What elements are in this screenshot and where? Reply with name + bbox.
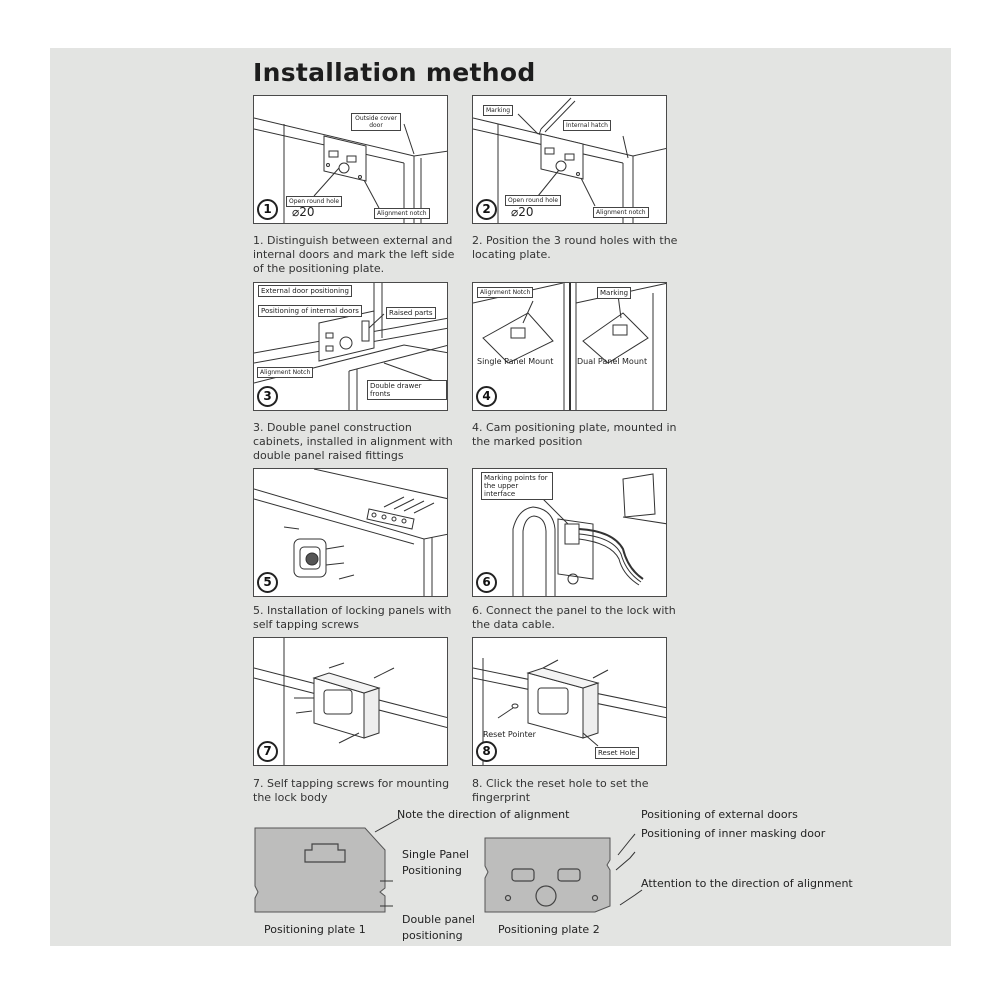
- marking-points-label: Marking points for the upper interface: [481, 472, 553, 500]
- internal-doors-positioning-label: Positioning of internal doors: [258, 305, 362, 317]
- step-7-caption: 7. Self tapping screws for mounting the lock body: [253, 777, 450, 804]
- marking-label: Marking: [597, 287, 631, 299]
- step-number: 4: [476, 386, 497, 407]
- step-4-illustration: [472, 282, 667, 411]
- alignment-notch-label: Alignment Notch: [257, 367, 313, 378]
- step-7-drawing: [254, 638, 448, 766]
- raised-parts-label: Raised parts: [386, 307, 436, 319]
- step-7-illustration: [253, 637, 448, 766]
- step-number: 6: [476, 572, 497, 593]
- step-2-illustration: [472, 95, 667, 224]
- step-1-illustration: [253, 95, 448, 224]
- positioning-plate-1-shape: [255, 828, 385, 912]
- step-8-caption: 8. Click the reset hole to set the fingerprint: [472, 777, 649, 804]
- dual-panel-mount-label: Dual Panel Mount: [577, 357, 648, 366]
- step-6-caption: 6. Connect the panel to the lock with the data cable.: [472, 604, 676, 631]
- external-doors-label: Positioning of external doors: [641, 808, 798, 821]
- marking-label: Marking: [483, 105, 513, 116]
- reset-pointer-label: Reset Pointer: [483, 730, 536, 739]
- step-3-illustration: [253, 282, 448, 411]
- positioning-plate-2-label: Positioning plate 2: [498, 923, 600, 936]
- step-number: 7: [257, 741, 278, 762]
- outside-cover-door-label: Outside cover door: [351, 113, 401, 131]
- diameter-label: ⌀20: [292, 205, 315, 219]
- alignment-notch-label: Alignment notch: [593, 207, 649, 218]
- step-number: 2: [476, 199, 497, 220]
- double-drawer-fronts-label: Double drawer fronts: [367, 380, 447, 400]
- diameter-label: ⌀20: [511, 205, 534, 219]
- attention-alignment-label: Attention to the direction of alignment: [641, 877, 853, 890]
- step-5-illustration: [253, 468, 448, 597]
- inner-masking-door-label: Positioning of inner masking door: [641, 827, 826, 840]
- external-door-positioning-label: External door positioning: [258, 285, 352, 297]
- step-number: 5: [257, 572, 278, 593]
- note-alignment-label: Note the direction of alignment: [397, 808, 570, 821]
- step-8-illustration: [472, 637, 667, 766]
- positioning-plate-1-label: Positioning plate 1: [264, 923, 366, 936]
- step-2-caption: 2. Position the 3 round holes with the locating plate.: [472, 234, 678, 261]
- double-panel-positioning-label: Double panel positioning: [402, 913, 475, 942]
- open-round-hole-label: Open round hole: [286, 196, 342, 207]
- step-5-caption: 5. Installation of locking panels with self tapping screws: [253, 604, 452, 631]
- step-6-illustration: [472, 468, 667, 597]
- step-4-caption: 4. Cam positioning plate, mounted in the marked position: [472, 421, 677, 448]
- step-number: 8: [476, 741, 497, 762]
- page-title: Installation method: [253, 58, 536, 87]
- step-3-caption: 3. Double panel construction cabinets, installed in alignment with double panel raised fittings: [253, 421, 453, 462]
- open-round-hole-label: Open round hole: [505, 195, 561, 206]
- internal-hatch-label: Internal hatch: [563, 120, 611, 131]
- step-4-drawing: [473, 283, 667, 411]
- alignment-notch-label: Alignment notch: [374, 208, 430, 219]
- step-1-caption: 1. Distinguish between external and internal doors and mark the left side of the positioning plate.: [253, 234, 455, 275]
- single-panel-mount-label: Single Panel Mount: [477, 357, 554, 366]
- step-number: 1: [257, 199, 278, 220]
- alignment-notch-label: Alignment Notch: [477, 287, 533, 298]
- reset-hole-label: Reset Hole: [595, 747, 639, 759]
- step-number: 3: [257, 386, 278, 407]
- single-panel-positioning-label: Single Panel Positioning: [402, 848, 469, 877]
- step-5-drawing: [254, 469, 448, 597]
